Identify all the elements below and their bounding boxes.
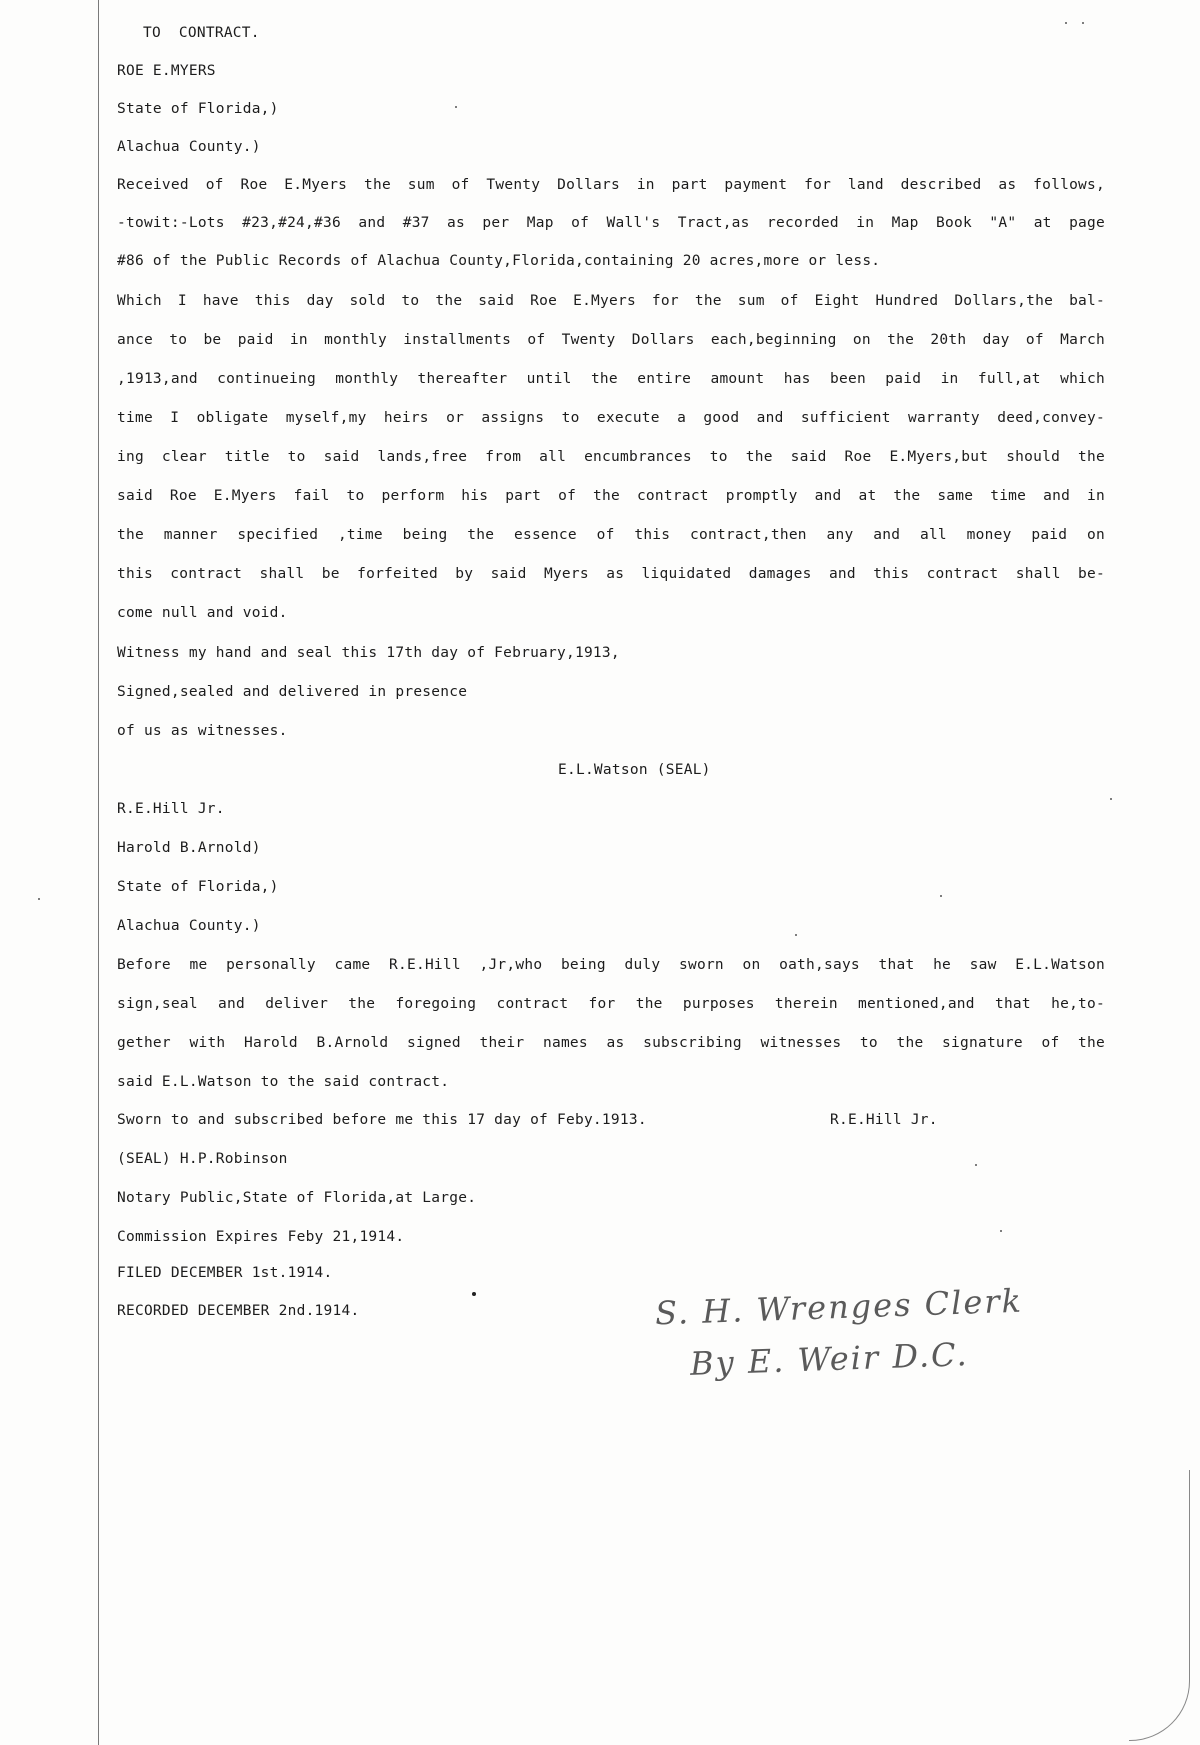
affidavit-line: Before me personally came R.E.Hill ,Jr,who being duly sworn on oath,says that he saw E.L.Watson: [117, 957, 1105, 973]
recorded-stamp: RECORDED DECEMBER 2nd.1914.: [117, 1303, 360, 1319]
notary-line: Notary Public,State of Florida,at Large.: [117, 1190, 477, 1206]
ink-speck: [1082, 22, 1084, 24]
receipt-line: #86 of the Public Records of Alachua County,Florida,containing 20 acres,more or less.: [117, 253, 881, 269]
witness-clause: Witness my hand and seal this 17th day of February,1913,: [117, 645, 620, 661]
ink-speck: [1000, 1230, 1002, 1232]
venue-county: Alachua County.): [117, 918, 261, 934]
contract-line: ance to be paid in monthly installments of Twenty Dollars each,beginning on the 20th day of March: [117, 332, 1105, 348]
ink-speck: [472, 1292, 476, 1296]
jurat: Sworn to and subscribed before me this 17 day of Feby.1913.: [117, 1112, 647, 1128]
notary-line: (SEAL) H.P.Robinson: [117, 1151, 288, 1167]
clerk-signature: S. H. Wrenges Clerk: [654, 1281, 1024, 1333]
receipt-line: Received of Roe E.Myers the sum of Twenty Dollars in part payment for land described as follows,: [117, 177, 1105, 193]
grantor-signature: E.L.Watson (SEAL): [558, 762, 711, 778]
contract-line: ,1913,and continueing monthly thereafter until the entire amount has been paid in full,at which: [117, 371, 1105, 387]
ink-speck: [38, 898, 40, 900]
venue-state: State of Florida,): [117, 879, 279, 895]
document-heading: TO CONTRACT.: [143, 25, 260, 41]
affidavit-line: said E.L.Watson to the said contract.: [117, 1074, 450, 1090]
ink-speck: [975, 1164, 977, 1166]
contract-line: this contract shall be forfeited by said Myers as liquidated damages and this contract shall be-: [117, 566, 1105, 582]
ink-speck: [455, 106, 457, 108]
contract-line: time I obligate myself,my heirs or assigns to execute a good and sufficient warranty deed,convey-: [117, 410, 1105, 426]
ink-speck: [1065, 22, 1067, 24]
witness-clause: of us as witnesses.: [117, 723, 288, 739]
left-margin-rule: [98, 0, 99, 1745]
deputy-clerk-signature: By E. Weir D.C.: [689, 1335, 970, 1383]
ink-speck: [1110, 798, 1112, 800]
filed-stamp: FILED DECEMBER 1st.1914.: [117, 1265, 333, 1281]
grantee-name: ROE E.MYERS: [117, 63, 216, 79]
receipt-line: -towit:-Lots #23,#24,#36 and #37 as per Map of Wall's Tract,as recorded in Map Book "A" at page: [117, 215, 1105, 231]
witness-clause: Signed,sealed and delivered in presence: [117, 684, 468, 700]
affiant-signature: R.E.Hill Jr.: [830, 1112, 938, 1128]
contract-line: said Roe E.Myers fail to perform his part of the contract promptly and at the same time and in: [117, 488, 1105, 504]
affidavit-line: sign,seal and deliver the foregoing contract for the purposes therein mentioned,and that he,to-: [117, 996, 1105, 1012]
witness-name: Harold B.Arnold): [117, 840, 261, 856]
affidavit-line: gether with Harold B.Arnold signed their names as subscribing witnesses to the signature of the: [117, 1035, 1105, 1051]
page-curl-edge: [1129, 1470, 1190, 1741]
contract-line: Which I have this day sold to the said Roe E.Myers for the sum of Eight Hundred Dollars,the bal-: [117, 293, 1105, 309]
ink-speck: [795, 934, 797, 936]
contract-line: ing clear title to said lands,free from all encumbrances to the said Roe E.Myers,but should the: [117, 449, 1105, 465]
witness-name: R.E.Hill Jr.: [117, 801, 225, 817]
notary-line: Commission Expires Feby 21,1914.: [117, 1229, 405, 1245]
contract-line: come null and void.: [117, 605, 288, 621]
ink-speck: [940, 895, 942, 897]
venue-county: Alachua County.): [117, 139, 261, 155]
venue-state: State of Florida,): [117, 101, 279, 117]
contract-line: the manner specified ,time being the essence of this contract,then any and all money paid on: [117, 527, 1105, 543]
